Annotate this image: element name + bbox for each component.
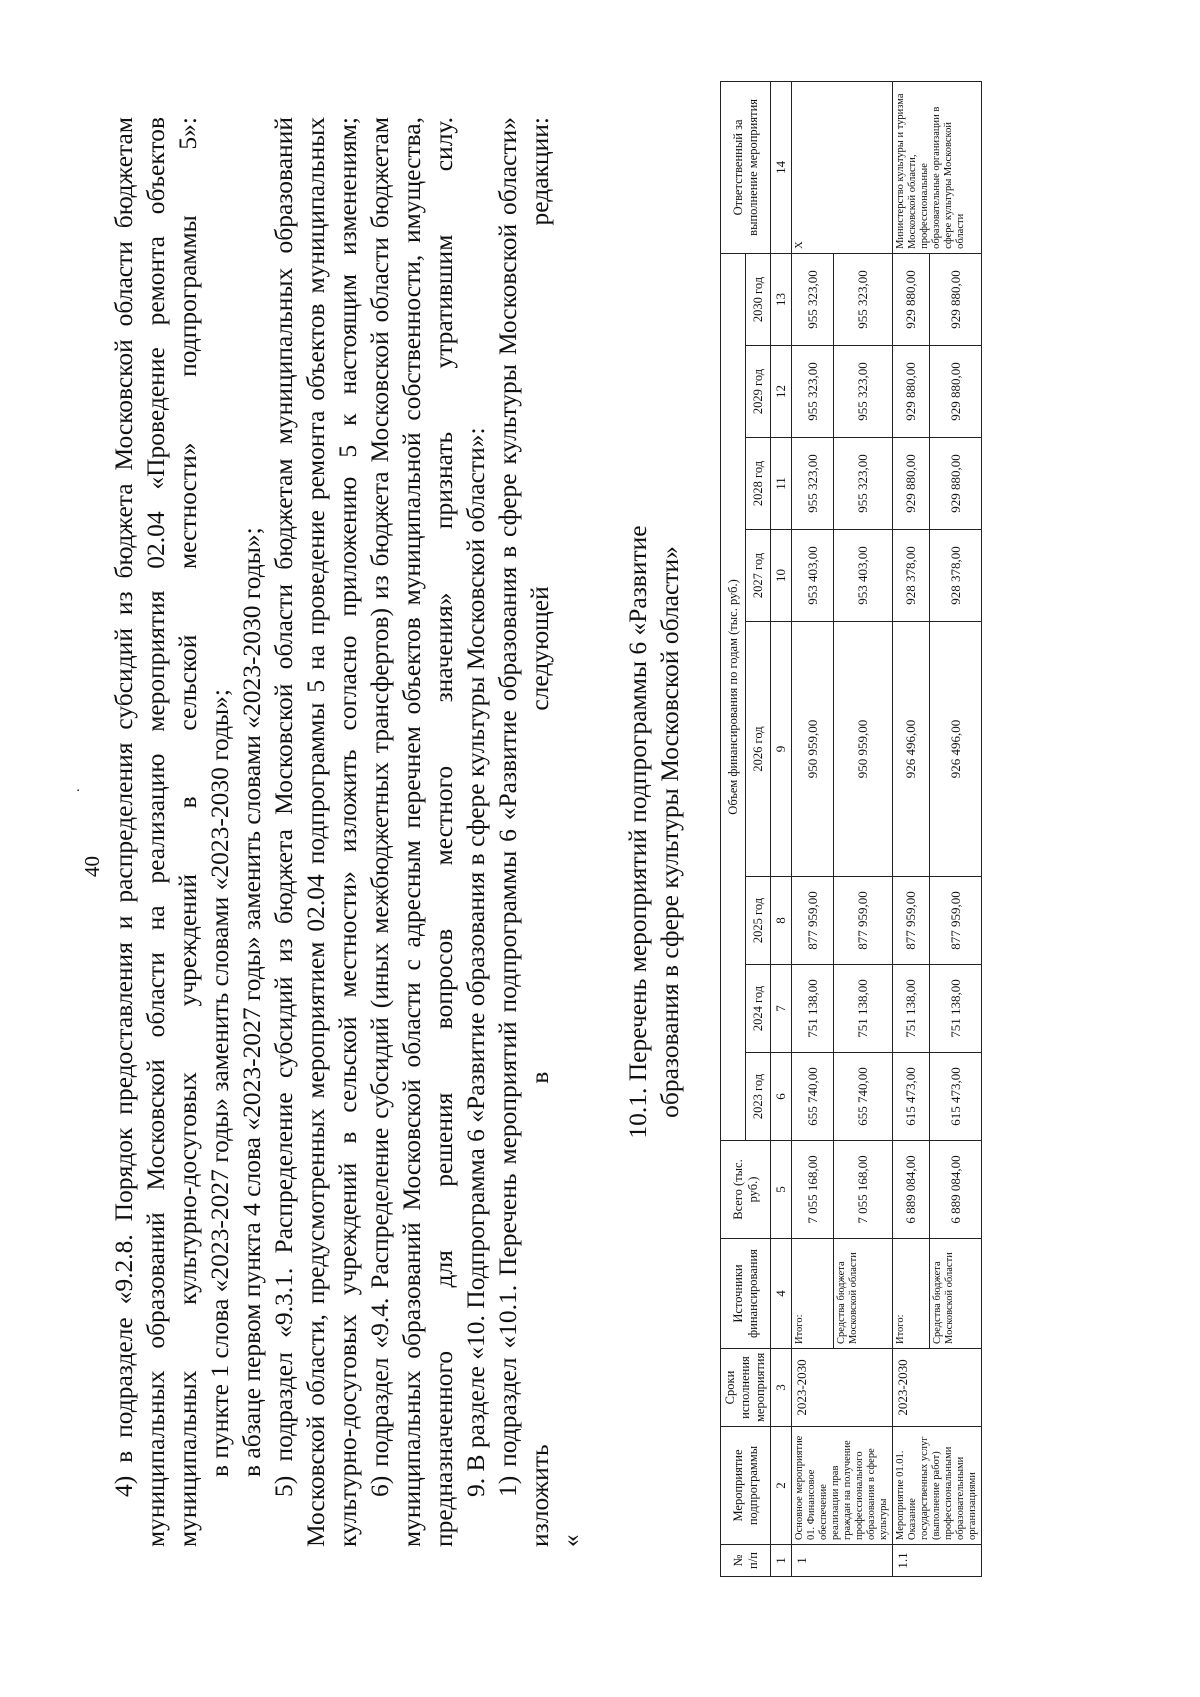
value-2030: 929 880,00 (893, 253, 930, 345)
paragraph-9: 9. В разделе «10. Подпрограмма 6 «Развитие образования в сфере культуры Московской области»: (461, 427, 490, 1497)
col-number: 1 (771, 1545, 792, 1577)
section-title-line-2: образования в сфере культуры Московской области» (655, 546, 684, 1118)
value-2030: 929 880,00 (930, 253, 982, 345)
col-number: 7 (771, 965, 792, 1053)
value-2027: 928 378,00 (930, 530, 982, 622)
value-2029: 929 880,00 (893, 346, 930, 438)
row-terms: 2023-2030 (792, 1349, 893, 1427)
value-total: 6 889 084,00 (893, 1141, 930, 1239)
row-source: Средства бюджета Московской области (834, 1239, 893, 1349)
measures-table (720, 81, 982, 1577)
page-number: 40 (80, 856, 104, 877)
value-2024: 751 138,00 (792, 965, 834, 1053)
header-total: Всего (тыс. руб.) (721, 1141, 771, 1239)
value-2030: 955 323,00 (834, 253, 893, 345)
value-2023: 615 473,00 (893, 1053, 930, 1141)
col-number: 12 (771, 346, 792, 438)
value-2025: 877 959,00 (834, 877, 893, 965)
measures-table-wrapper (720, 82, 982, 1577)
value-2029: 929 880,00 (930, 346, 982, 438)
row-source: Итого: (893, 1239, 930, 1349)
paragraph-4: 4) в подразделе «9.2.8. Порядок предоставления и распределения субсидий из бюджета Московской области бюджетам муниципальных образований Московской области на реализацию мероприятия 02.04 «Проведение ремонта объектов муниципальных культурно-досуговых учреждений в сельской местности» подпрограммы 5»: (109, 117, 202, 1547)
value-2027: 953 403,00 (834, 530, 893, 622)
row-responsible: Министерство культуры и туризма Московской области, профессиональные образовательные организации в сфере культуры Московской области (893, 81, 982, 253)
value-2025: 877 959,00 (893, 877, 930, 965)
value-total: 7 055 168,00 (834, 1141, 893, 1239)
header-2030: 2030 год (746, 253, 771, 345)
col-number: 13 (771, 253, 792, 345)
col-number: 6 (771, 1053, 792, 1141)
row-num: 1 (792, 1545, 893, 1577)
table-row (893, 81, 930, 1576)
col-number: 4 (771, 1239, 792, 1349)
row-event: Мероприятие 01.01. Оказание государственных услуг (выполнение работ) профессиональными образовательными организациями (893, 1427, 982, 1545)
header-financing: Объем финансирования по годам (тыс. руб.) (721, 253, 746, 1140)
header-2024: 2024 год (746, 965, 771, 1053)
header-terms: Сроки исполнения мероприятия (721, 1349, 771, 1427)
value-2028: 929 880,00 (893, 438, 930, 530)
header-2028: 2028 год (746, 438, 771, 530)
value-2025: 877 959,00 (930, 877, 982, 965)
value-2027: 953 403,00 (792, 530, 834, 622)
header-2027: 2027 год (746, 530, 771, 622)
header-2025: 2025 год (746, 877, 771, 965)
value-2028: 955 323,00 (792, 438, 834, 530)
row-terms: 2023-2030 (893, 1349, 982, 1427)
header-2023: 2023 год (746, 1053, 771, 1141)
paragraph-4-item-1: в пункте 1 слова «2023-2027 годы» заменить словами «2023-2030 годы»; (205, 688, 234, 1477)
value-2028: 955 323,00 (834, 438, 893, 530)
col-number: 5 (771, 1141, 792, 1239)
table-row (792, 81, 834, 1576)
value-2023: 655 740,00 (834, 1053, 893, 1141)
section-title-line-1: 10.1. Перечень мероприятий подпрограммы 6 «Развитие (623, 525, 652, 1139)
value-2026: 926 496,00 (930, 622, 982, 877)
col-number: 9 (771, 622, 792, 877)
value-2024: 751 138,00 (893, 965, 930, 1053)
header-2029: 2029 год (746, 346, 771, 438)
value-2029: 955 323,00 (834, 346, 893, 438)
value-2026: 950 959,00 (792, 622, 834, 877)
value-2023: 615 473,00 (930, 1053, 982, 1141)
col-number: 8 (771, 877, 792, 965)
section-title (622, 117, 686, 1547)
value-2028: 929 880,00 (930, 438, 982, 530)
value-2029: 955 323,00 (792, 346, 834, 438)
col-number: 2 (771, 1427, 792, 1545)
header-2026: 2026 год (746, 622, 771, 877)
value-total: 7 055 168,00 (792, 1141, 834, 1239)
paragraph-4-item-2: в абзаце первом пункта 4 слова «2023-2027 годы» заменить словами «2023-2030 годы»; (237, 527, 266, 1477)
value-2023: 655 740,00 (792, 1053, 834, 1141)
row-num: 1.1 (893, 1545, 982, 1577)
row-event: Основное мероприятие 01. Финансовое обеспечение реализации прав граждан на получение профессионального образования в сфере культуры (792, 1427, 893, 1545)
value-2025: 877 959,00 (792, 877, 834, 965)
col-number: 3 (771, 1349, 792, 1427)
column-number-row (771, 81, 792, 1576)
header-num: № п/п (721, 1545, 771, 1577)
paragraph-6: 6) подраздел «9.4. Распределение субсидий (иных межбюджетных трансфертов) из бюджета Московской области бюджетам муниципальных образований Московской области с адресным перечнем объектов муниципальной собственности, имущества, предназначенного для решения вопросов местного значения» признать утратившим силу. (365, 117, 458, 1547)
paragraph-9-item-1: 1) подраздел «10.1. Перечень мероприятий подпрограммы 6 «Развитие образования в сфере культуры Московской области» изложить в следующей редакции: (493, 117, 554, 1547)
value-2026: 926 496,00 (893, 622, 930, 877)
value-2030: 955 323,00 (792, 253, 834, 345)
value-2024: 751 138,00 (930, 965, 982, 1053)
row-responsible: Х (792, 81, 893, 253)
row-source: Средства бюджета Московской области (930, 1239, 982, 1349)
value-2026: 950 959,00 (834, 622, 893, 877)
open-quote-mark: « (558, 1534, 585, 1547)
stray-dot: . (68, 788, 83, 792)
header-responsible: Ответственный за выполнение мероприятия (721, 81, 771, 253)
document-body (108, 117, 588, 1547)
value-2024: 751 138,00 (834, 965, 893, 1053)
header-event: Мероприятие подпрограммы (721, 1427, 771, 1545)
row-source: Итого: (792, 1239, 834, 1349)
value-total: 6 889 084,00 (930, 1141, 982, 1239)
header-sources: Источники финансирования (721, 1239, 771, 1349)
value-2027: 928 378,00 (893, 530, 930, 622)
col-number: 14 (771, 81, 792, 253)
paragraph-5: 5) подраздел «9.3.1. Распределение субсидий из бюджета Московской области бюджетам муниципальных образований Московской области, предусмотренных мероприятием 02.04 подпрограммы 5 на проведение ремонта объектов муниципальных культурно-досуговых учреждений в сельской местности» изложить согласно приложению 5 к настоящим изменениям; (269, 117, 362, 1547)
col-number: 10 (771, 530, 792, 622)
col-number: 11 (771, 438, 792, 530)
